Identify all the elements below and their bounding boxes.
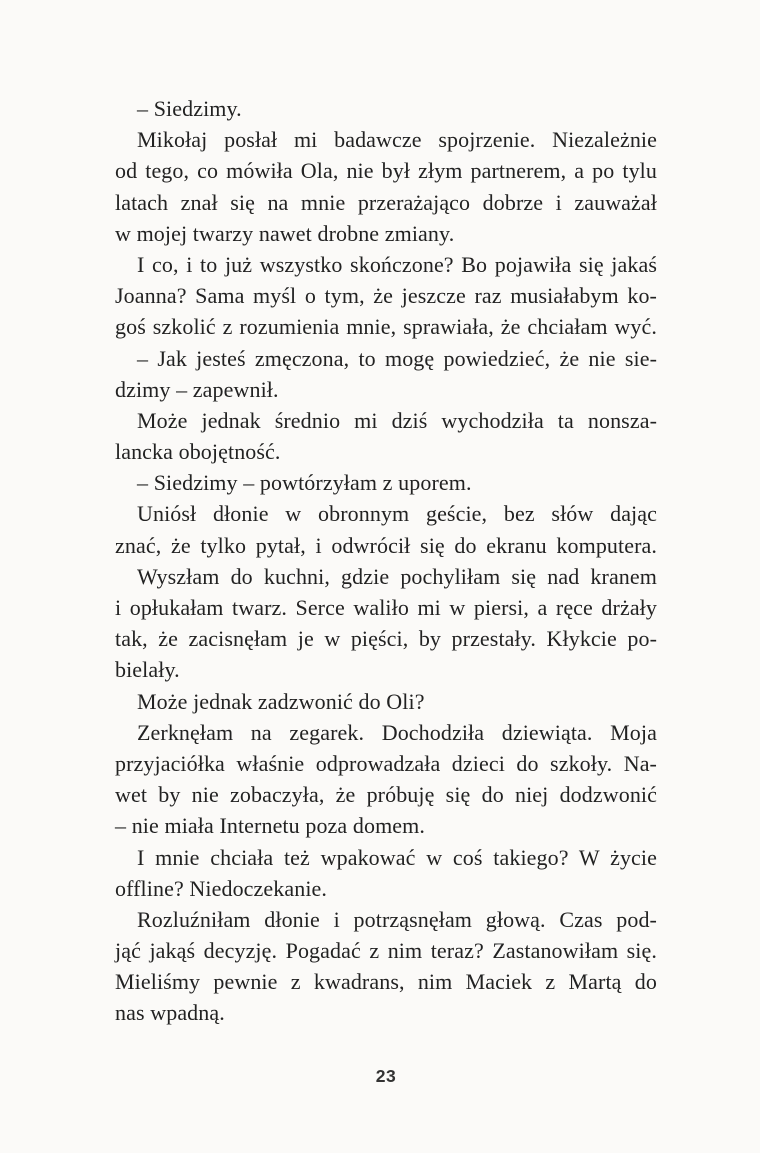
text-line: Mieliśmy pewnie z kwadrans, nim Maciek z Martą do bbox=[115, 969, 657, 995]
text-line: wet by nie zobaczyła, że próbuję się do niej dodzwonić bbox=[115, 782, 657, 808]
text-line: nas wpadną. bbox=[115, 1000, 225, 1026]
text-line: bielały. bbox=[115, 657, 180, 683]
text-line: w mojej twarzy nawet drobne zmiany. bbox=[115, 220, 455, 246]
text-line: latach znał się na mnie przerażająco dobrze i zauważał bbox=[115, 189, 657, 215]
text-line: jąć jakąś decyzję. Pogadać z nim teraz? Zastanowiłam się. bbox=[115, 938, 657, 964]
text-line: Wyszłam do kuchni, gdzie pochyliłam się nad kranem bbox=[137, 563, 657, 589]
text-line: znać, że tylko pytał, i odwrócił się do ekranu komputera. bbox=[115, 532, 657, 558]
text-line: od tego, co mówiła Ola, nie był złym partnerem, a po tylu bbox=[115, 158, 657, 184]
text-line: Mikołaj posłał mi badawcze spojrzenie. Niezależnie bbox=[137, 127, 657, 153]
text-line: lancka obojętność. bbox=[115, 439, 281, 465]
text-line: Rozluźniłam dłonie i potrząsnęłam głową. Czas pod- bbox=[137, 906, 657, 932]
text-line: Zerknęłam na zegarek. Dochodziła dziewiąta. Moja bbox=[137, 719, 657, 745]
text-line: dzimy – zapewnił. bbox=[115, 376, 279, 402]
text-line: Może jednak zadzwonić do Oli? bbox=[137, 688, 425, 714]
text-line: I co, i to już wszystko skończone? Bo pojawiła się jakaś bbox=[137, 251, 657, 277]
text-line: – Siedzimy. bbox=[137, 96, 242, 121]
text-line: Joanna? Sama myśl o tym, że jeszcze raz musiałabym ko- bbox=[115, 283, 657, 309]
text-line: Uniósł dłonie w obronnym geście, bez słów dając bbox=[137, 501, 657, 527]
text-line: i opłukałam twarz. Serce waliło mi w piersi, a ręce drżały bbox=[115, 595, 657, 620]
text-line: przyjaciółka właśnie odprowadzała dzieci do szkoły. Na- bbox=[115, 750, 657, 776]
page-number: 23 bbox=[375, 1066, 397, 1086]
text-line: tak, że zacisnęłam je w pięści, by przestały. Kłykcie po- bbox=[115, 626, 657, 652]
text-line: goś szkolić z rozumienia mnie, sprawiała, że chciałam wyć. bbox=[115, 314, 657, 340]
text-line: Może jednak średnio mi dziś wychodziła ta nonsza- bbox=[137, 407, 657, 433]
text-line: I mnie chciała też wpakować w coś takiego? W życie bbox=[137, 844, 657, 870]
text-line: – Jak jesteś zmęczona, to mogę powiedzieć, że nie sie- bbox=[137, 345, 657, 371]
text-line: – nie miała Internetu poza domem. bbox=[115, 813, 425, 839]
text-line: – Siedzimy – powtórzyłam z uporem. bbox=[137, 470, 472, 496]
text-line: offline? Niedoczekanie. bbox=[115, 875, 328, 901]
body-text bbox=[115, 93, 657, 1029]
